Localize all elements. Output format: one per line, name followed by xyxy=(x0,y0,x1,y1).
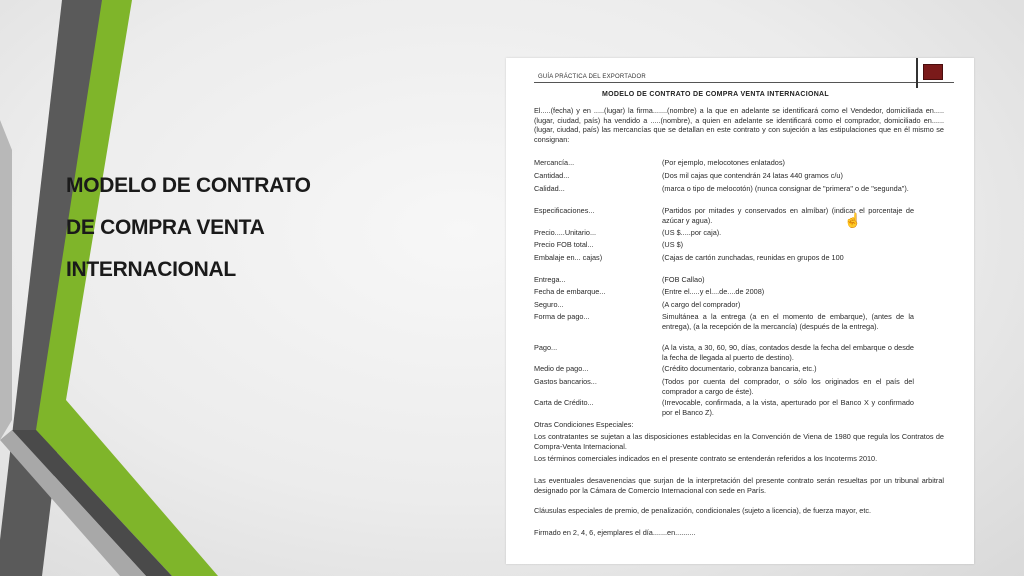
slide-title-line-2: DE COMPRA VENTA xyxy=(66,216,265,239)
field-value: (Crédito documentario, cobranza bancaria, etc.) xyxy=(662,364,817,373)
field-label: Calidad... xyxy=(534,184,565,193)
field-value: (US $) xyxy=(662,240,684,249)
field-value: (Dos mil cajas que contendrán 24 latas 440 gramos c/u) xyxy=(662,171,843,180)
header-vertical-bar xyxy=(916,58,918,88)
field-label: Gastos bancarios... xyxy=(534,377,597,386)
field-value: (marca o tipo de melocotón) (nunca consignar de "primera" o de "segunda"). xyxy=(662,184,909,193)
field-label: Seguro... xyxy=(534,300,564,309)
field-value: (Por ejemplo, melocotones enlatados) xyxy=(662,158,785,167)
field-value: (FOB Callao) xyxy=(662,275,705,284)
header-rule xyxy=(534,82,954,83)
condition-paragraph: Firmado en 2, 4, 6, ejemplares el día.......en.......... xyxy=(534,528,696,537)
light-gray-stripe xyxy=(0,120,12,440)
field-value: (A la vista, a 30, 60, 90, días, contados desde la fecha del embarque o desde la fecha de llegada al puerto de destino). xyxy=(662,343,914,362)
guide-header: GUÍA PRÁCTICA DEL EXPORTADOR xyxy=(538,74,646,80)
field-label: Pago... xyxy=(534,343,558,352)
field-label: Medio de pago... xyxy=(534,364,589,373)
field-value: (Irrevocable, confirmada, a la vista, aperturado por el Banco X y confirmado por el Banco Z). xyxy=(662,398,914,417)
field-label: Entrega... xyxy=(534,275,566,284)
field-value: (A cargo del comprador) xyxy=(662,300,741,309)
intro-paragraph: El.....(fecha) y en .....(lugar) la firma.......(nombre) a la que en adelante se identificará como el Vendedor, domiciliada en.....(lugar, ciudad, país) ha vendido a .....(nombre), a quien en adelante se identificará como el comprador, domiciliado en......(lugar, ciudad, país) las mercancías que se detallan en este contrato y con sujeción a las estipulaciones que en él mismo se consignan: xyxy=(534,106,944,144)
field-value: (Cajas de cartón zunchadas, reunidas en grupos de 100 xyxy=(662,253,844,262)
field-label: Forma de pago... xyxy=(534,312,590,321)
field-label: Precio FOB total... xyxy=(534,240,594,249)
slide-title-line-3: INTERNACIONAL xyxy=(66,258,236,281)
hand-cursor-icon: ☝ xyxy=(844,212,862,228)
condition-paragraph: Las eventuales desavenencias que surjan de la interpretación del presente contrato serán resueltas por un tribunal arbitral designado por la Cámara de Comercio Internacional con sede en París. xyxy=(534,476,944,495)
contract-document-image xyxy=(506,58,974,564)
field-value: (Todos por cuenta del comprador, o sólo los originados en el país del comprador a cargo de éste). xyxy=(662,377,914,396)
document-logo xyxy=(923,64,943,80)
other-conditions-heading: Otras Condiciones Especiales: xyxy=(534,420,634,429)
field-label: Cantidad... xyxy=(534,171,570,180)
field-label: Embalaje en... cajas) xyxy=(534,253,603,262)
field-label: Precio.....Unitario... xyxy=(534,228,597,237)
field-value: (Entre el.....y el....de....de 2008) xyxy=(662,287,765,296)
field-label: Especificaciones... xyxy=(534,206,595,215)
field-value: (Partidos por mitades y conservados en almíbar) (indicar el porcentaje de azúcar y agua). xyxy=(662,206,914,225)
slide-title-line-1: MODELO DE CONTRATO xyxy=(66,174,311,197)
field-label: Fecha de embarque... xyxy=(534,287,606,296)
document-title: MODELO DE CONTRATO DE COMPRA VENTA INTERNACIONAL xyxy=(602,91,829,98)
field-value: (US $.....por caja). xyxy=(662,228,722,237)
field-value: Simultánea a la entrega (a en el momento de embarque), (antes de la entrega), (a la recepción de la mercancía) (después de la entrega). xyxy=(662,312,914,331)
decorative-stripes xyxy=(0,0,260,576)
condition-paragraph: Los términos comerciales indicados en el presente contrato se entenderán referidos a los Incoterms 2010. xyxy=(534,454,878,463)
condition-paragraph: Los contratantes se sujetan a las disposiciones establecidas en la Convención de Viena de 1980 que regula los Contratos de Compra-Venta Internacional. xyxy=(534,432,944,451)
field-label: Mercancía... xyxy=(534,158,575,167)
condition-paragraph: Cláusulas especiales de premio, de penalización, condicionales (sujeto a licencia), de fuerza mayor, etc. xyxy=(534,506,872,515)
field-label: Carta de Crédito... xyxy=(534,398,594,407)
